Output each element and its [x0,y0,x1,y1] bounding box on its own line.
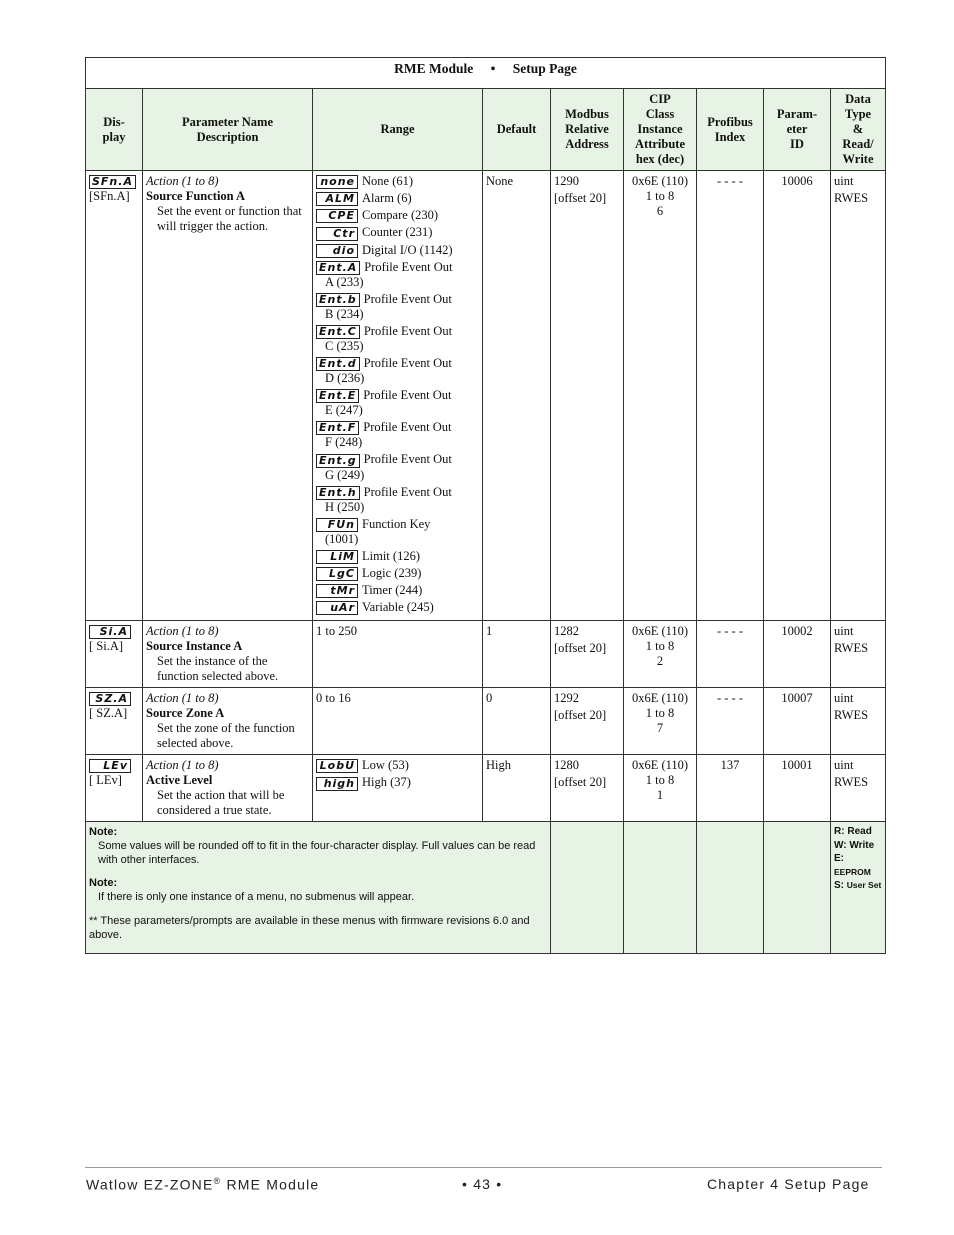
paramid-cell: 10007 [764,688,831,755]
range-label: Profile Event Out [363,323,453,338]
cip-attribute: 1 [656,788,664,803]
default-cell: 0 [483,688,551,755]
footer-divider [85,1167,882,1168]
cip-cell [624,171,697,621]
notes-blank-cell [624,822,697,954]
modbus-cell [551,755,624,822]
range-label: Timer (244) [362,583,423,597]
table-title-module: RME Module [394,61,474,76]
data-type: uint [834,758,854,773]
range-cell: 0 to 16 [313,688,483,755]
range-cont: D (236) [325,371,365,386]
range-option [316,208,479,223]
segment-display-icon: Ent.g [316,454,360,468]
segment-display-icon: Ent.d [316,357,360,371]
display-cell [86,171,143,621]
range-cont: F (248) [325,435,363,450]
range-option [316,583,479,598]
param-desc: Set the action that will be considered a true state. [157,788,285,818]
profibus-cell: - - - - [697,171,764,621]
range-option [316,260,479,290]
display-cell [86,688,143,755]
segment-display-icon: Ctr [316,227,358,241]
segment-display-icon: high [316,777,358,791]
modbus-cell [551,688,624,755]
param-cell [143,755,313,822]
range-option [316,452,479,482]
range-cont: A (233) [325,274,364,289]
param-name: Source Instance A [146,639,243,654]
legend-value: Write [849,839,875,851]
display-code: [SFn.A] [89,189,130,204]
datatype-cell [831,755,886,822]
segment-display-icon: LgC [316,567,358,581]
footer-brand [86,1176,319,1193]
read-write: RWES [834,641,869,656]
range-label: Profile Event Out [363,291,452,306]
display-code: [ Si.A] [89,639,124,654]
header-display: Dis- play [86,89,143,171]
segment-display-icon: Ent.b [316,293,360,307]
segment-display-icon: LEv [89,759,131,773]
range-label: Profile Event Out [363,388,452,403]
notes-blank-cell [764,822,831,954]
range-cont: E (247) [325,403,363,418]
segment-display-icon: Ent.E [316,389,359,403]
range-option [316,243,479,258]
table-title-page: Setup Page [512,61,577,76]
table-row [86,755,886,822]
param-name: Active Level [146,773,213,788]
range-label: Low (53) [362,758,409,773]
note-text: If there is only one instance of a menu, no submenus will appear. [98,891,415,904]
range-cont: H (250) [325,499,365,514]
modbus-offset: [offset 20] [554,775,607,790]
range-cont: (1001) [325,531,359,546]
cip-class: 0x6E (110) [631,758,689,773]
segment-display-icon: Ent.C [316,325,360,339]
segment-display-icon: LiM [316,550,358,564]
modbus-offset: [offset 20] [554,708,607,723]
segment-display-icon: SZ.A [89,692,131,706]
legend-value: Read [847,826,872,838]
range-option [316,549,479,564]
range-label: Compare (230) [362,208,439,223]
segment-display-icon: none [316,175,358,189]
header-paramid: Param- eter ID [764,89,831,171]
read-write: RWES [834,708,869,723]
modbus-address: 1292 [554,691,579,706]
paramid-cell: 10002 [764,621,831,688]
data-type: uint [834,691,854,706]
range-label: Profile Event Out [363,452,452,467]
note-text: Some values will be rounded off to fit in the four-character display. Full values can be read with other interfaces. [98,840,536,867]
legend-value: EEPROM [834,866,871,877]
segment-display-icon: dio [316,244,358,258]
range-label: Counter (231) [362,225,433,240]
cip-cell [624,755,697,822]
range-label: Profile Event Out [363,484,452,499]
segment-display-icon: tMr [316,584,358,598]
table-row [86,171,886,621]
footer-chapter: Chapter 4 Setup Page [707,1176,870,1192]
display-code: [ LEv] [89,773,122,788]
param-cell [143,688,313,755]
cip-instance: 1 to 8 [645,773,675,788]
note-text: ** These parameters/prompts are available in these menus with firmware revisions 6.0 and above. [89,915,530,942]
range-option [316,356,479,386]
note-heading: Note: [89,877,118,890]
table-title-bullet: • [490,61,496,76]
range-label: Profile Event Out [364,259,453,274]
param-desc: Set the instance of the function selected above. [157,654,279,684]
footer-page-number: • 43 • [462,1176,503,1192]
setup-page-table [85,57,886,954]
param-action: Action (1 to 8) [146,758,219,773]
segment-display-icon: Ent.A [316,261,360,275]
segment-display-icon: CPE [316,209,358,223]
param-action: Action (1 to 8) [146,691,219,706]
header-modbus: Modbus Relative Address [551,89,624,171]
table-row [86,621,886,688]
legend-key: R: [834,826,845,838]
cip-instance: 1 to 8 [645,639,675,654]
cip-attribute: 7 [656,721,664,736]
range-option [316,324,479,354]
footer-brand-name: Watlow EZ-ZONE [86,1176,214,1193]
range-option [316,191,479,206]
header-default: Default [483,89,551,171]
range-cont: B (234) [325,306,364,321]
modbus-offset: [offset 20] [554,191,607,205]
range-option [316,775,479,790]
range-option [316,174,479,189]
notes-blank-cell [697,822,764,954]
range-option [316,566,479,581]
param-name: Source Function A [146,189,246,203]
cip-instance: 1 to 8 [645,189,675,203]
header-param: Parameter Name Description [143,89,313,171]
paramid-cell: 10006 [764,171,831,621]
range-cell [313,755,483,822]
cip-cell [624,688,697,755]
datatype-cell [831,688,886,755]
param-desc: Set the zone of the function selected above. [157,721,295,751]
range-label: Digital I/O (1142) [362,242,453,257]
param-action: Action (1 to 8) [146,624,219,639]
cip-class: 0x6E (110) [631,174,689,188]
header-row [86,89,886,171]
range-cont: C (235) [325,339,364,353]
range-option [316,292,479,322]
cip-instance: 1 to 8 [645,706,675,721]
segment-display-icon: FUn [316,518,358,532]
range-option [316,600,479,615]
rw-legend [831,822,886,954]
range-label: Logic (239) [362,565,422,580]
range-label: Profile Event Out [363,356,452,370]
segment-display-icon: LobU [316,759,358,773]
cip-cell [624,621,697,688]
read-write: RWES [834,775,869,790]
param-action: Action (1 to 8) [146,174,219,188]
segment-display-icon: SFn.A [89,175,136,189]
modbus-address: 1280 [554,758,579,773]
profibus-cell: - - - - [697,621,764,688]
param-cell [143,621,313,688]
datatype-cell [831,171,886,621]
default-cell: High [483,755,551,822]
display-cell [86,621,143,688]
range-label: Alarm (6) [362,191,412,206]
registered-mark: ® [213,1176,222,1186]
header-range: Range [313,89,483,171]
default-cell: None [483,171,551,621]
note-heading: Note: [89,826,118,839]
range-option [316,485,479,515]
range-label: Function Key [362,516,431,531]
range-label: None (61) [362,174,414,188]
display-code: [ SZ.A] [89,706,128,721]
cip-class: 0x6E (110) [631,691,689,706]
notes-cell [86,822,551,954]
param-name: Source Zone A [146,706,225,721]
range-option [316,388,479,418]
range-label: Variable (245) [362,600,434,615]
range-cell: 1 to 250 [313,621,483,688]
range-label: High (37) [362,775,411,790]
paramid-cell: 10001 [764,755,831,822]
data-type: uint [834,174,854,188]
notes-blank-cell [551,822,624,954]
modbus-offset: [offset 20] [554,641,607,656]
modbus-address: 1290 [554,174,579,188]
default-cell: 1 [483,621,551,688]
read-write: RWES [834,191,869,205]
param-cell [143,171,313,621]
footer-product: RME Module [226,1176,320,1193]
legend-key: S: [834,880,844,892]
range-option [316,225,479,240]
profibus-cell: 137 [697,755,764,822]
param-desc: Set the event or function that will trigger the action. [157,204,302,233]
modbus-address: 1282 [554,624,579,639]
range-label: Profile Event Out [363,420,452,435]
range-option [316,420,479,450]
modbus-cell [551,621,624,688]
segment-display-icon: ALM [316,192,358,206]
display-cell [86,755,143,822]
segment-display-icon: Ent.h [316,486,360,500]
range-label: Limit (126) [362,548,420,563]
data-type: uint [834,624,854,639]
notes-row [86,822,886,954]
header-cip: CIP Class Instance Attribute hex (dec) [624,89,697,171]
table-title [86,58,886,89]
legend-key: E: [834,853,844,865]
header-profibus: Profibus Index [697,89,764,171]
modbus-cell [551,171,624,621]
profibus-cell: - - - - [697,688,764,755]
segment-display-icon: Si.A [89,625,131,639]
range-option [316,758,479,773]
range-cell [313,171,483,621]
header-datatype: Data Type & Read/ Write [831,89,886,171]
datatype-cell [831,621,886,688]
table-row [86,688,886,755]
legend-key: W: [834,839,847,851]
cip-attribute: 2 [656,654,664,669]
range-cont: G (249) [325,467,365,482]
segment-display-icon: Ent.F [316,421,359,435]
segment-display-icon: uAr [316,601,358,615]
cip-attribute: 6 [656,204,664,218]
legend-value: User Set [846,880,882,891]
range-option [316,517,479,547]
cip-class: 0x6E (110) [631,624,689,639]
